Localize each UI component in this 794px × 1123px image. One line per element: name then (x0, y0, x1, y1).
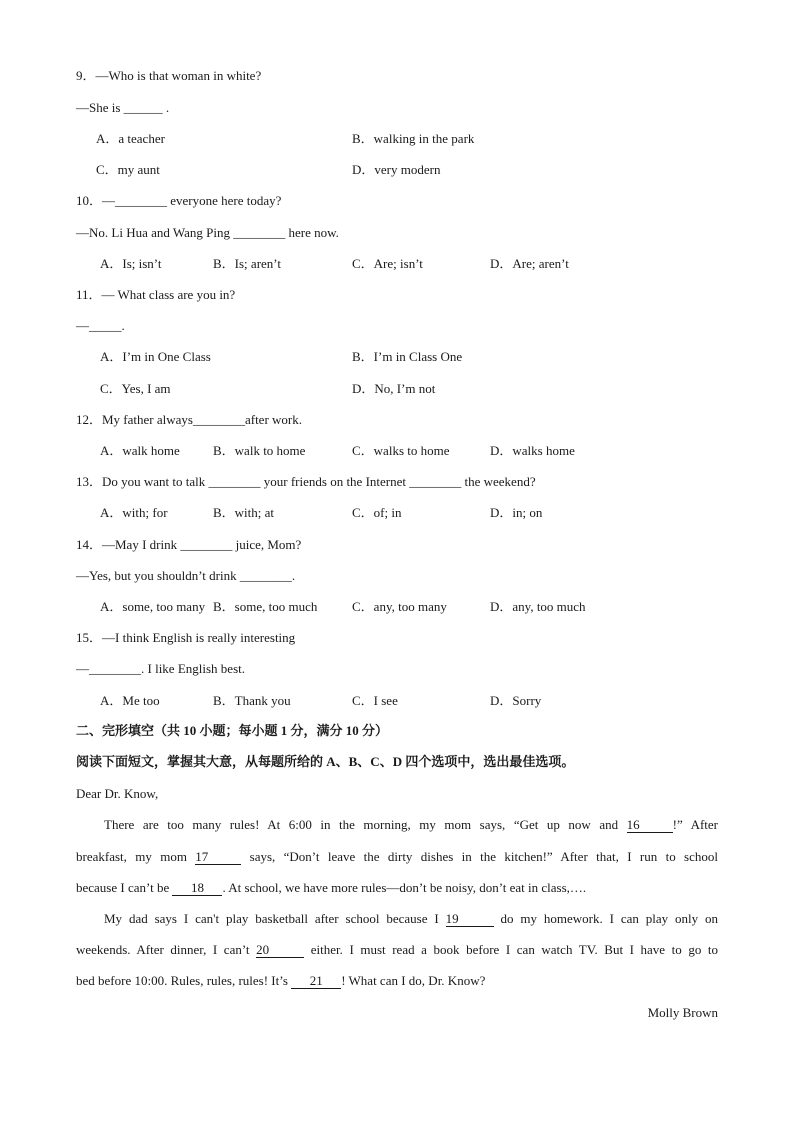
paragraph1-line2 (76, 849, 718, 865)
letter-greeting: Dear Dr. Know, (76, 786, 159, 801)
paragraph2-line3 (76, 973, 485, 989)
q11-option-b[interactable]: B．I’m in Class One (352, 349, 463, 364)
text-segment: . At school, we have more rules—don’t be noisy, don’t eat in class,…. (222, 880, 587, 895)
q13-option-a[interactable]: A．with; for (100, 505, 168, 520)
text-segment: My dad says I can't play basketball after school because I (104, 911, 439, 926)
q13-option-c[interactable]: C．of; in (352, 505, 402, 520)
q9-option-d[interactable]: D．very modern (352, 162, 441, 177)
blank-19[interactable]: 19 (446, 912, 494, 927)
blank-17[interactable]: 17 (195, 850, 241, 865)
text-segment: weekends. After dinner, I can’t (76, 942, 250, 957)
q15-stem: 15．—I think English is really interesting (76, 630, 296, 645)
q12-option-a[interactable]: A．walk home (100, 443, 180, 458)
text-segment: There are too many rules! At 6:00 in the morning, my mom says, “Get up now and (104, 817, 619, 832)
q13-stem: 13．Do you want to talk ________ your friends on the Internet ________ the weekend? (76, 474, 536, 489)
blank-21[interactable]: 21 (291, 974, 341, 989)
q9-answer-line: —She is ______ . (76, 100, 170, 115)
q13-option-d[interactable]: D．in; on (490, 505, 543, 520)
q14-option-c[interactable]: C．any, too many (352, 599, 447, 614)
q11-option-a[interactable]: A．I’m in One Class (100, 349, 211, 364)
q9-option-c[interactable]: C．my aunt (96, 162, 160, 177)
q14-stem: 14．—May I drink ________ juice, Mom? (76, 537, 302, 552)
q15-answer-line: —________. I like English best. (76, 661, 245, 676)
text-segment: says, “Don’t leave the dirty dishes in the kitchen!” After that, I run to school (249, 849, 718, 864)
blank-16[interactable]: 16 (627, 818, 673, 833)
q12-option-c[interactable]: C．walks to home (352, 443, 450, 458)
q15-option-a[interactable]: A．Me too (100, 693, 160, 708)
q13-option-b[interactable]: B．with; at (213, 505, 275, 520)
blank-20[interactable]: 20 (256, 943, 304, 958)
q10-option-b[interactable]: B．Is; aren’t (213, 256, 281, 271)
q11-stem: 11．— What class are you in? (76, 287, 236, 302)
q15-option-b[interactable]: B．Thank you (213, 693, 291, 708)
text-segment: do my homework. I can play only on (500, 911, 719, 926)
blank-18[interactable]: 18 (172, 881, 222, 896)
text-segment: bed before 10:00. Rules, rules, rules! It’s (76, 973, 288, 988)
paragraph1-line3 (76, 880, 586, 896)
text-segment: !” After (672, 817, 718, 832)
text-segment: because I can’t be (76, 880, 170, 895)
q15-option-c[interactable]: C．I see (352, 693, 398, 708)
q10-option-c[interactable]: C．Are; isn’t (352, 256, 423, 271)
paragraph1-line1 (104, 817, 718, 833)
text-segment: either. I must read a book before I can watch TV. But I have to go to (310, 942, 719, 957)
q10-option-a[interactable]: A．Is; isn’t (100, 256, 162, 271)
q9-option-a[interactable]: A．a teacher (96, 131, 165, 146)
q15-option-d[interactable]: D．Sorry (490, 693, 542, 708)
q14-option-a[interactable]: A．some, too many (100, 599, 206, 614)
section-heading: 二、完形填空（共 10 小题；每小题 1 分，满分 10 分） (76, 723, 389, 738)
q14-option-b[interactable]: B．some, too much (213, 599, 318, 614)
q12-stem: 12．My father always________after work. (76, 412, 302, 427)
q14-option-d[interactable]: D．any, too much (490, 599, 586, 614)
letter-signature: Molly Brown (647, 1005, 718, 1020)
text-segment: breakfast, my mom (76, 849, 187, 864)
q11-option-d[interactable]: D．No, I’m not (352, 381, 436, 396)
q10-option-d[interactable]: D．Are; aren’t (490, 256, 569, 271)
q10-answer-line: —No. Li Hua and Wang Ping ________ here now. (76, 225, 339, 240)
text-segment: ! What can I do, Dr. Know? (341, 973, 486, 988)
q11-answer-line: —_____. (76, 318, 125, 333)
q12-option-d[interactable]: D．walks home (490, 443, 575, 458)
q11-option-c[interactable]: C．Yes, I am (100, 381, 171, 396)
q9-stem: 9．—Who is that woman in white? (76, 68, 262, 83)
q12-option-b[interactable]: B．walk to home (213, 443, 306, 458)
q14-answer-line: —Yes, but you shouldn’t drink ________. (76, 568, 296, 583)
paragraph2-line2 (76, 942, 718, 958)
q9-option-b[interactable]: B．walking in the park (352, 131, 475, 146)
q10-stem: 10．—________ everyone here today? (76, 193, 282, 208)
section-instruction: 阅读下面短文，掌握其大意，从每题所给的 A、B、C、D 四个选项中，选出最佳选项。 (76, 754, 575, 769)
paragraph2-line1 (104, 911, 718, 927)
